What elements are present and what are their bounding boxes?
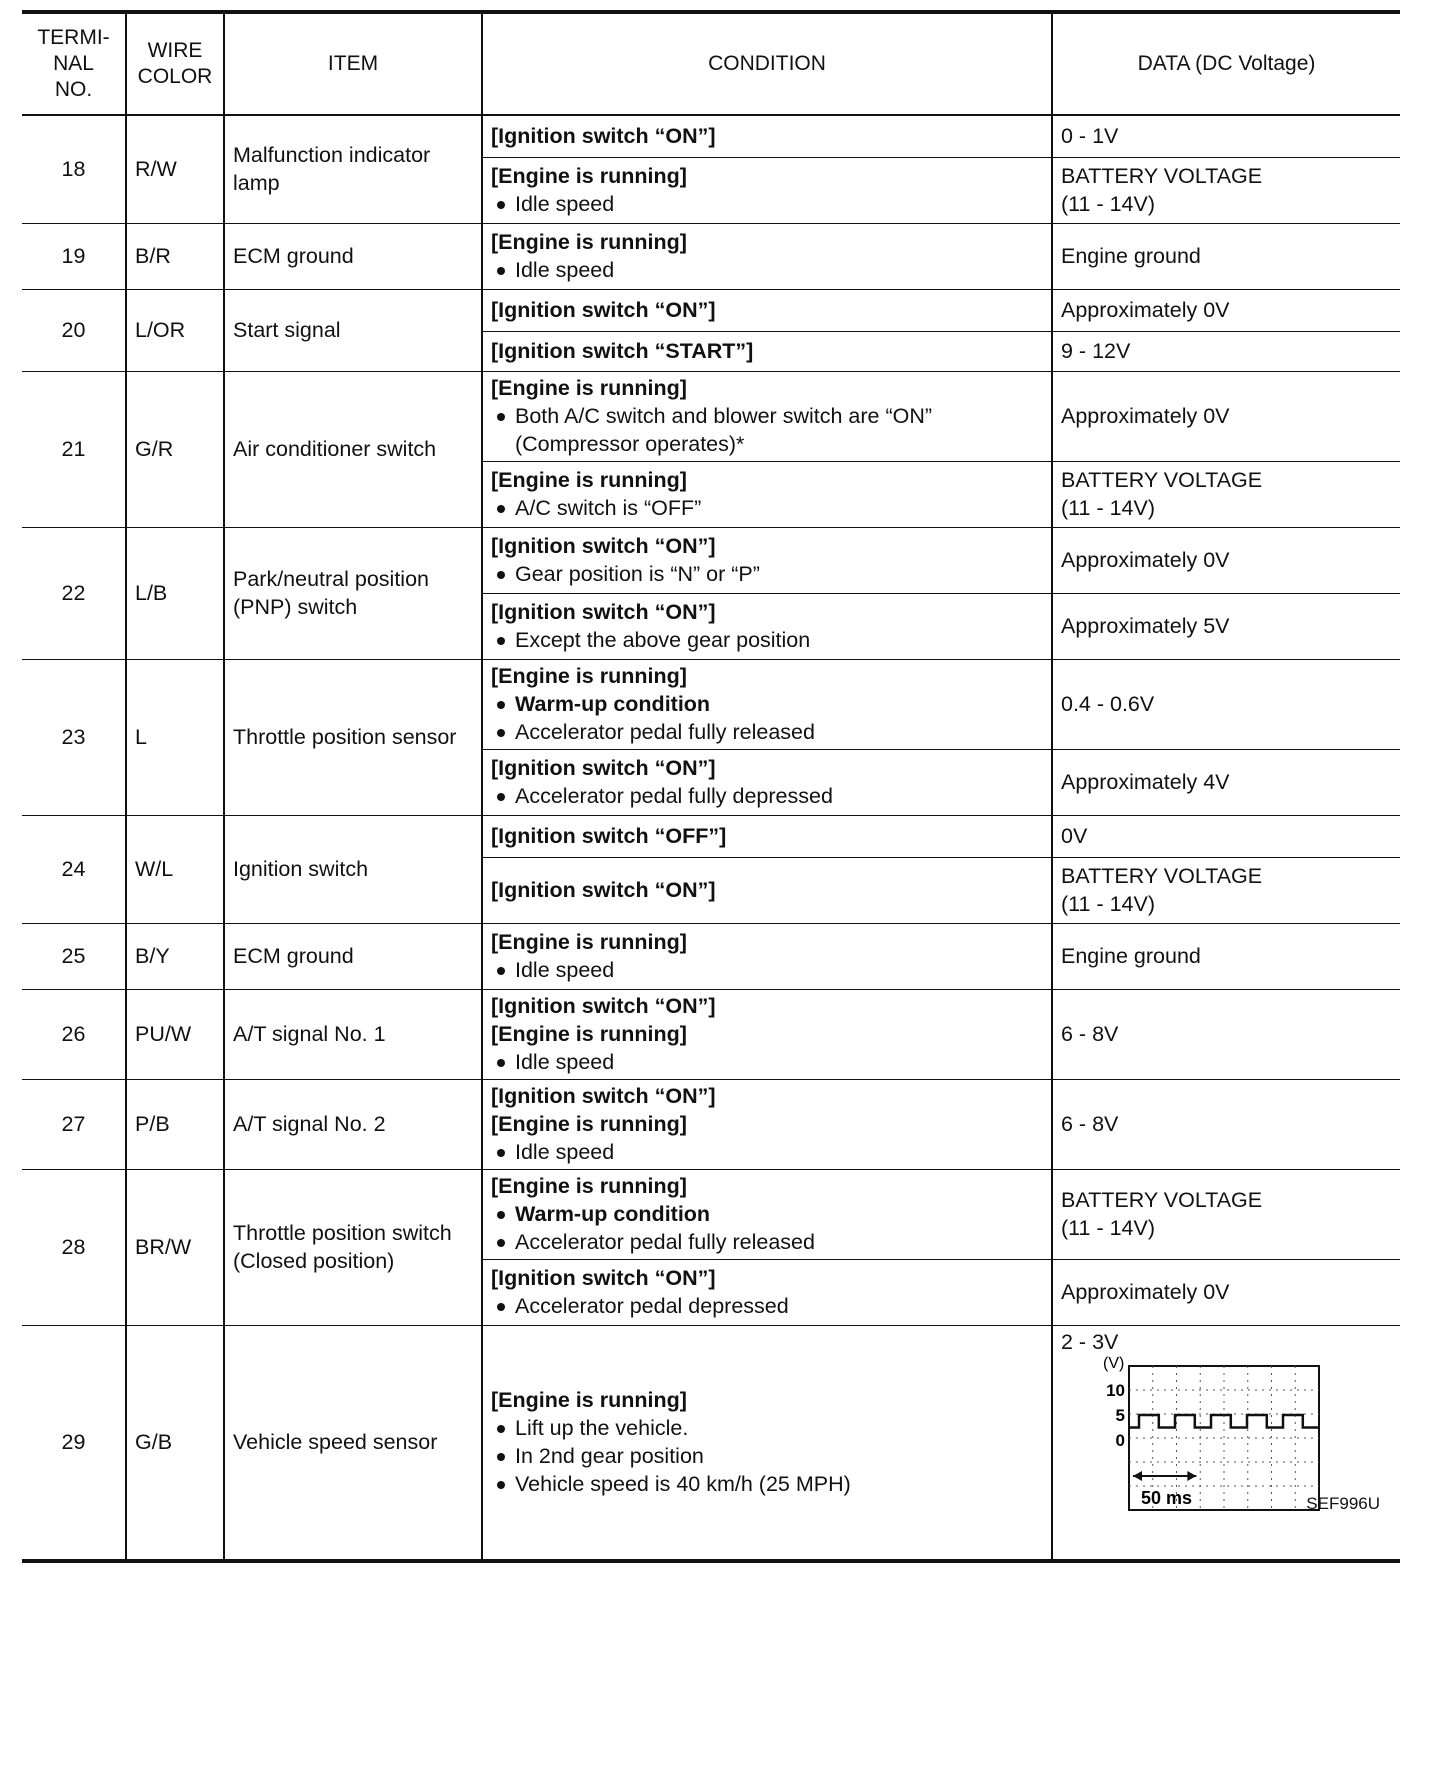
condition-heading: [Engine is running] [491,1174,687,1198]
condition-bullet: Idle speed [491,1138,1043,1166]
condition-bullet: Accelerator pedal fully released [491,1228,1043,1256]
figure-code: SEF996U [1306,1493,1380,1513]
condition-cell [482,223,1052,289]
condition-heading: [Engine is running] [491,664,687,688]
item-name: Malfunction indicator lamp [224,115,482,223]
waveform-panel [1061,1326,1392,1516]
data-value: BATTERY VOLTAGE [1061,164,1263,188]
condition-cell [482,371,1052,461]
terminal-number: 25 [22,923,126,989]
table-row [22,815,1400,857]
condition-heading: [Ignition switch “ON”] [491,878,716,902]
table-row [22,659,1400,749]
data-value: (11 - 14V) [1061,892,1155,916]
scope-y-tick: 10 [1106,1380,1125,1400]
data-value: 6 - 8V [1061,1022,1119,1046]
data-value-cell [1052,815,1400,857]
item-name: A/T signal No. 2 [224,1079,482,1169]
data-value: Approximately 0V [1061,548,1230,572]
wire-color: L/B [126,527,224,659]
table-body [22,115,1400,1561]
data-value: Approximately 5V [1061,614,1230,638]
condition-heading: [Engine is running] [491,164,687,188]
condition-cell [482,1325,1052,1561]
condition-bullet: Warm-up condition [491,1200,1043,1228]
table-row [22,289,1400,331]
table-row [22,1079,1400,1169]
item-name: Throttle position switch (Closed position) [224,1169,482,1325]
wire-color: G/R [126,371,224,527]
condition-bullet: Accelerator pedal depressed [491,1292,1043,1320]
data-value: 0.4 - 0.6V [1061,692,1155,716]
condition-cell [482,1079,1052,1169]
condition-cell [482,331,1052,371]
item-name: Throttle position sensor [224,659,482,815]
condition-cell [482,157,1052,223]
condition-bullet: Idle speed [491,190,1043,218]
wire-color: G/B [126,1325,224,1561]
condition-heading: [Engine is running] [491,1022,687,1046]
condition-cell [482,989,1052,1079]
table-row [22,223,1400,289]
data-value-cell [1052,289,1400,331]
terminal-number: 26 [22,989,126,1079]
item-name: Ignition switch [224,815,482,923]
condition-heading: [Engine is running] [491,468,687,492]
scope-y-tick: 0 [1115,1430,1125,1450]
data-value-cell [1052,989,1400,1079]
condition-bullet: Vehicle speed is 40 km/h (25 MPH) [491,1470,1043,1498]
header-data: DATA (DC Voltage) [1052,12,1400,115]
data-value: 2 - 3V [1061,1329,1119,1354]
condition-cell [482,923,1052,989]
data-value: Approximately 0V [1061,404,1230,428]
wire-color: B/R [126,223,224,289]
condition-heading: [Ignition switch “OFF”] [491,824,727,848]
condition-bullet: Idle speed [491,1048,1043,1076]
wire-color: PU/W [126,989,224,1079]
header-condition: CONDITION [482,12,1052,115]
data-value: (11 - 14V) [1061,192,1155,216]
scope-y-tick: 5 [1115,1405,1125,1425]
data-value: Engine ground [1061,944,1201,968]
item-name: Start signal [224,289,482,371]
condition-heading: [Ignition switch “START”] [491,339,754,363]
data-value: Approximately 0V [1061,1280,1230,1304]
condition-cell [482,1259,1052,1325]
data-value-cell [1052,527,1400,593]
terminal-number: 29 [22,1325,126,1561]
condition-cell [482,461,1052,527]
terminal-number: 19 [22,223,126,289]
terminal-number: 24 [22,815,126,923]
ecm-terminal-table [22,10,1400,1563]
condition-bullet: Lift up the vehicle. [491,1414,1043,1442]
item-name: Air conditioner switch [224,371,482,527]
table-row [22,1325,1400,1561]
data-value: 0V [1061,824,1088,848]
vehicle-speed-waveform [1081,1352,1321,1512]
terminal-number: 22 [22,527,126,659]
item-name: ECM ground [224,923,482,989]
condition-bullet: Both A/C switch and blower switch are “ON” (Compressor operates)* [491,402,1043,458]
table-row [22,989,1400,1079]
data-value: BATTERY VOLTAGE [1061,468,1263,492]
scope-time-scale-label: 50 ms [1141,1487,1193,1508]
terminal-number: 21 [22,371,126,527]
item-name: Park/neutral position (PNP) switch [224,527,482,659]
condition-heading: [Engine is running] [491,1112,687,1136]
data-value-cell [1052,461,1400,527]
data-value: (11 - 14V) [1061,496,1155,520]
condition-cell [482,527,1052,593]
condition-bullet: Except the above gear position [491,626,1043,654]
condition-bullet: A/C switch is “OFF” [491,494,1043,522]
data-value: 9 - 12V [1061,339,1131,363]
condition-cell [482,659,1052,749]
condition-cell [482,749,1052,815]
condition-heading: [Ignition switch “ON”] [491,1084,716,1108]
table-row [22,1169,1400,1259]
condition-heading: [Ignition switch “ON”] [491,124,716,149]
data-value-cell [1052,157,1400,223]
condition-bullet: Idle speed [491,256,1043,284]
condition-heading: [Ignition switch “ON”] [491,994,716,1018]
wire-color: L/OR [126,289,224,371]
data-value-cell [1052,659,1400,749]
data-value-cell [1052,923,1400,989]
condition-heading: [Ignition switch “ON”] [491,298,716,322]
data-value-cell [1052,223,1400,289]
scope-unit-label: (V) [1103,1354,1125,1372]
table-row [22,527,1400,593]
data-value: Engine ground [1061,244,1201,268]
condition-bullet: Warm-up condition [491,690,1043,718]
terminal-data-sheet [22,10,1400,1758]
data-value: BATTERY VOLTAGE [1061,864,1263,888]
wire-color: L [126,659,224,815]
condition-bullet: Accelerator pedal fully depressed [491,782,1043,810]
wire-color: B/Y [126,923,224,989]
header-terminal-no: TERMI- NAL NO. [22,12,126,115]
condition-cell [482,815,1052,857]
table-row [22,371,1400,461]
condition-heading: [Engine is running] [491,230,687,254]
terminal-number: 20 [22,289,126,371]
data-value-cell [1052,1259,1400,1325]
data-value-cell [1052,1079,1400,1169]
data-value-cell [1052,1325,1400,1561]
condition-cell [482,593,1052,659]
wire-color: W/L [126,815,224,923]
condition-heading: [Engine is running] [491,376,687,400]
terminal-number: 23 [22,659,126,815]
header-item: ITEM [224,12,482,115]
wire-color: R/W [126,115,224,223]
condition-bullet: Accelerator pedal fully released [491,718,1043,746]
table-row [22,115,1400,157]
data-value: 0 - 1V [1061,124,1119,149]
terminal-number: 28 [22,1169,126,1325]
data-value-cell [1052,371,1400,461]
condition-heading: [Ignition switch “ON”] [491,534,716,558]
data-value-cell [1052,115,1400,157]
condition-cell [482,115,1052,157]
data-value: Approximately 4V [1061,770,1230,794]
terminal-number: 18 [22,115,126,223]
header-wire-color: WIRE COLOR [126,12,224,115]
data-value: 6 - 8V [1061,1112,1119,1136]
condition-bullet: Gear position is “N” or “P” [491,560,1043,588]
data-value-cell [1052,593,1400,659]
data-value-cell [1052,857,1400,923]
condition-cell [482,289,1052,331]
condition-cell [482,857,1052,923]
condition-heading: [Ignition switch “ON”] [491,756,716,780]
terminal-number: 27 [22,1079,126,1169]
wire-color: BR/W [126,1169,224,1325]
data-value: (11 - 14V) [1061,1216,1155,1240]
data-value: BATTERY VOLTAGE [1061,1188,1263,1212]
condition-heading: [Ignition switch “ON”] [491,1266,716,1290]
data-value-cell [1052,1169,1400,1259]
wire-color: P/B [126,1079,224,1169]
data-value-cell [1052,749,1400,815]
item-name: Vehicle speed sensor [224,1325,482,1561]
condition-heading: [Engine is running] [491,1388,687,1413]
condition-heading: [Engine is running] [491,930,687,954]
table-header-row [22,12,1400,115]
table-row [22,923,1400,989]
item-name: A/T signal No. 1 [224,989,482,1079]
condition-bullet: In 2nd gear position [491,1442,1043,1470]
item-name: ECM ground [224,223,482,289]
data-value: Approximately 0V [1061,298,1230,322]
condition-bullet: Idle speed [491,956,1043,984]
condition-heading: [Ignition switch “ON”] [491,600,716,624]
condition-cell [482,1169,1052,1259]
data-value-cell [1052,331,1400,371]
